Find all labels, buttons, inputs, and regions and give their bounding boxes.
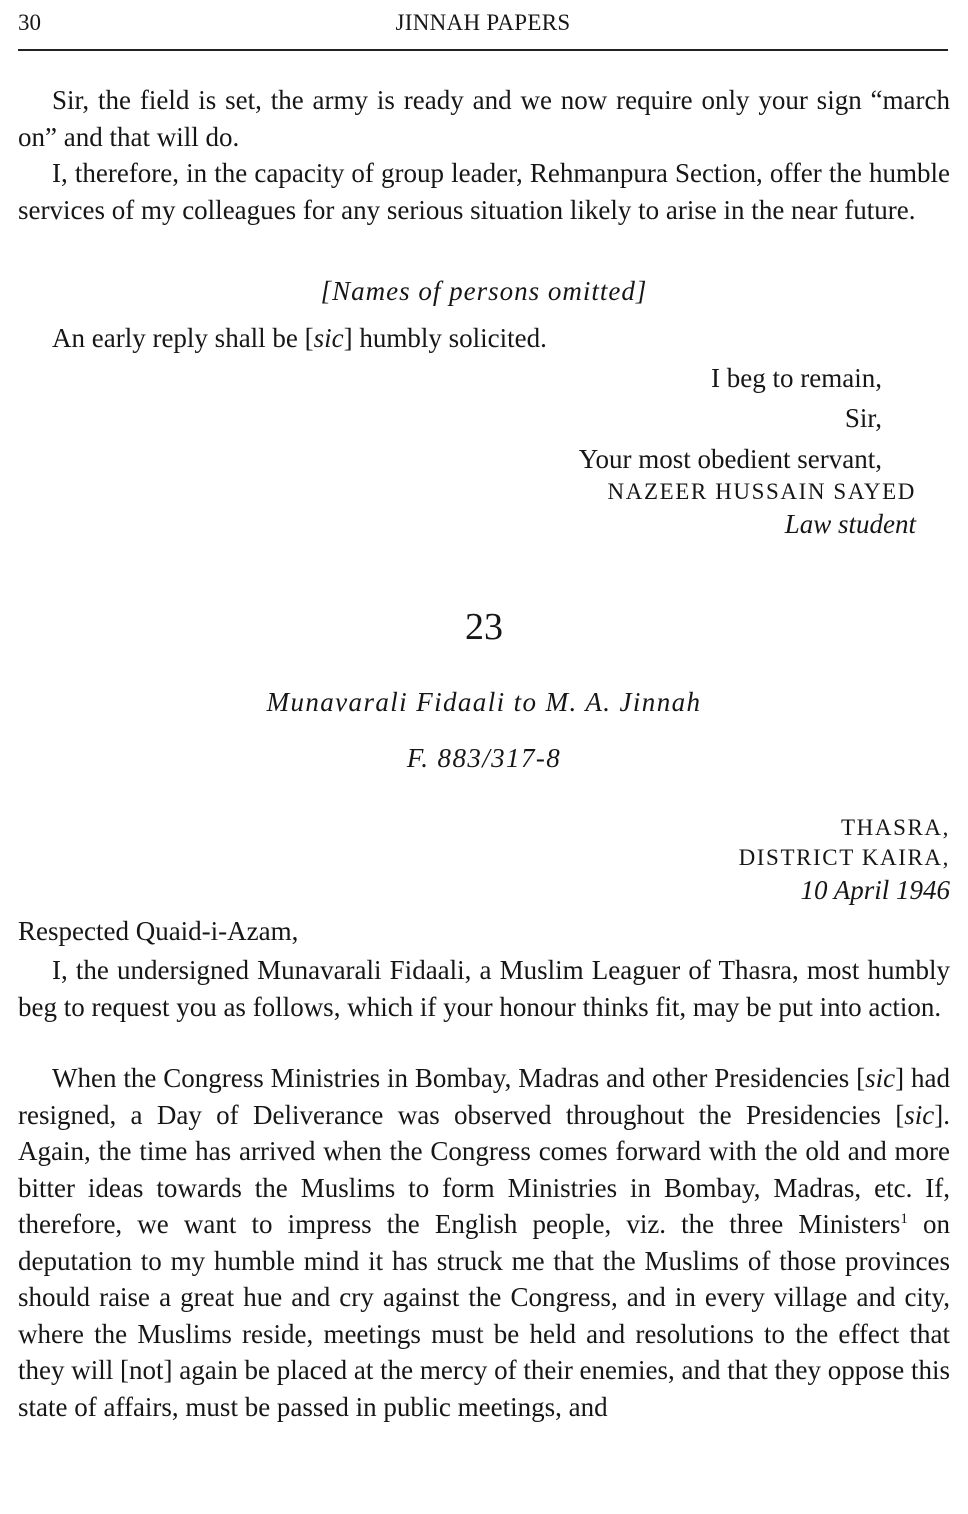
salutation: Respected Quaid-i-Azam,: [18, 916, 299, 946]
text-fragment: on deputation to my humble mind it has struck me that the Muslims of those provinces should raise a great hue and cry against the Congress, and in every village and city, where the Muslims reside, meetings must be held and resolutions to the effect that they will [not] again be placed at the mercy of their enemies, and that they oppose this state of affairs, must be passed in public meetings, and: [18, 1209, 950, 1422]
text-fragment: ]. Again, the time has arrived when the Congress comes forward with the old and more bitter ideas towards the Muslims to form Ministries in Bombay, Madras, etc. If, therefore, we want to impress the English people, viz. the three Ministers: [18, 1099, 950, 1239]
names-omitted-note: [Names of persons omitted]: [320, 276, 648, 306]
document-number: 23: [465, 606, 503, 648]
letter23-paragraph-2: [18, 1060, 950, 1425]
running-head: [18, 10, 948, 40]
sic-mark: sic: [313, 323, 344, 353]
text-fragment: An early reply shall be [: [52, 323, 314, 353]
sic-mark: sic: [904, 1099, 935, 1130]
footnote-marker[interactable]: 1: [900, 1211, 908, 1227]
address-line-2: DISTRICT KAIRA,: [738, 845, 950, 870]
running-title: JINNAH PAPERS: [395, 10, 571, 35]
text-fragment: ] had resigned, a Day of Deliverance was observed throughout the Presidencies [: [18, 1063, 950, 1130]
document-title: Munavarali Fidaali to M. A. Jinnah: [266, 687, 702, 717]
address-line-1: THASRA,: [841, 815, 950, 840]
closing-line-2: Sir,: [844, 403, 882, 433]
header-rule: [18, 49, 948, 51]
letter22-paragraph-2: I, therefore, in the capacity of group leader, Rehmanpura Section, offer the humble services of my colleagues for any serious situation likely to arise in the near future.: [18, 158, 950, 225]
page-number: 30: [18, 10, 41, 35]
signature-name: NAZEER HUSSAIN SAYED: [607, 479, 916, 504]
letter23-paragraph-1: I, the undersigned Munavarali Fidaali, a Muslim Leaguer of Thasra, most humbly beg to request you as follows, which if your honour thinks fit, may be put into action.: [18, 955, 950, 1022]
letter-date: 10 April 1946: [800, 875, 950, 905]
letter22-paragraph-3: [18, 320, 950, 357]
sic-mark: sic: [865, 1063, 896, 1093]
signature-designation: Law student: [784, 509, 916, 539]
text-fragment: When the Congress Ministries in Bombay, Madras and other Presidencies [: [52, 1063, 866, 1093]
closing-line-1: I beg to remain,: [711, 363, 882, 393]
text-fragment: ] humbly solicited.: [343, 323, 547, 353]
letter22-paragraph-1: Sir, the field is set, the army is ready and we now require only your sign “march on” and that will do.: [18, 85, 950, 152]
file-reference: F. 883/317-8: [406, 743, 562, 773]
closing-line-3: Your most obedient servant,: [578, 444, 882, 474]
